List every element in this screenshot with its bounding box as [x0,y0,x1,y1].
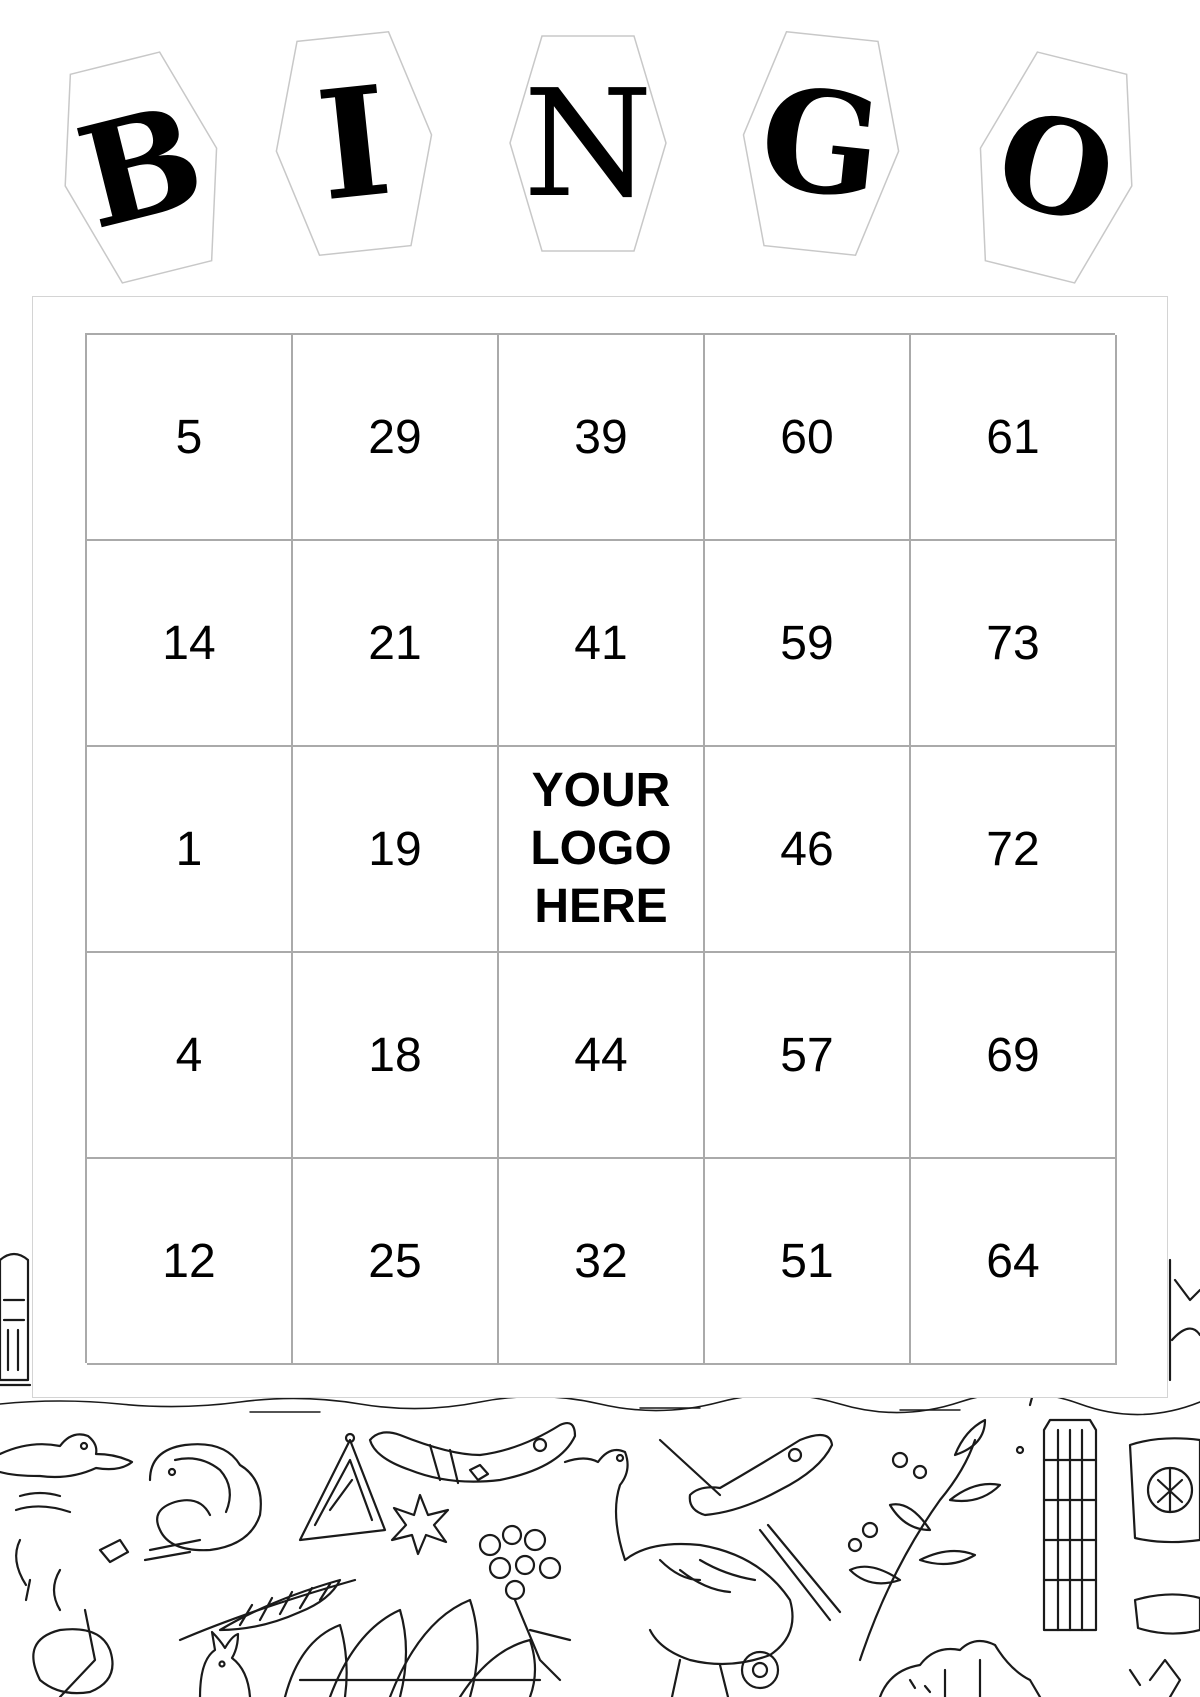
bingo-cell[interactable]: 72 [911,747,1117,953]
bingo-letter-n [510,36,666,251]
bingo-cell[interactable]: 73 [911,541,1117,747]
logo-line-2: LOGO [530,822,672,875]
letter-b: B [63,73,219,262]
bingo-cell[interactable]: 19 [293,747,499,953]
stamp-icon [1130,1438,1200,1633]
bingo-cell[interactable]: 5 [87,335,293,541]
free-space-logo[interactable] [499,747,705,953]
skyline-right-icon [1170,1240,1200,1380]
bingo-cell[interactable]: 29 [293,335,499,541]
opera-house-icon [285,1600,540,1697]
bingo-cell[interactable]: 14 [87,541,293,747]
bingo-cell[interactable]: 39 [499,335,705,541]
eucalyptus-icon [849,1420,1000,1660]
gum-nuts-icon [480,1526,570,1680]
snake-icon [145,1444,261,1560]
star-icon [392,1495,448,1554]
bingo-cell[interactable]: 4 [87,953,293,1159]
letter-n: N [523,57,653,230]
flower-icon [742,1652,1180,1697]
bingo-cell[interactable]: 18 [293,953,499,1159]
skyline-left-icon [0,1254,30,1385]
bingo-cell[interactable]: 60 [705,335,911,541]
bingo-letter-b [39,44,242,290]
bingo-grid [85,333,1115,1363]
letter-g: G [752,55,890,232]
bingo-cell[interactable]: 41 [499,541,705,747]
logo-line-3: HERE [534,880,668,933]
bingo-cell[interactable]: 25 [293,1159,499,1365]
lantern-icon [1017,1360,1096,1630]
bingo-letter-g [732,28,910,258]
bingo-header [0,0,1200,300]
letter-o: O [982,79,1130,255]
logo-line-1: YOUR [531,764,671,817]
bingo-cell[interactable]: 51 [705,1159,911,1365]
bingo-letter-o [954,44,1157,290]
boomerang-icon [660,1435,840,1620]
bingo-cell[interactable]: 1 [87,747,293,953]
australia-map-icon [880,1641,1040,1697]
bingo-cell[interactable]: 69 [911,953,1117,1159]
bingo-cell[interactable]: 61 [911,335,1117,541]
bingo-letter-i [265,28,443,258]
bingo-cell[interactable]: 46 [705,747,911,953]
bingo-cell[interactable]: 44 [499,953,705,1159]
bingo-cell[interactable]: 59 [705,541,911,747]
emu-icon [565,1450,793,1697]
bingo-cell[interactable]: 64 [911,1159,1117,1365]
banksia-icon [16,1540,355,1640]
letter-i: I [309,52,399,235]
knot-icon [33,1610,112,1697]
bingo-cell[interactable]: 12 [87,1159,293,1365]
didgeridoo-icon [300,1434,385,1540]
platypus-icon [0,1434,132,1512]
bingo-cell[interactable]: 21 [293,541,499,747]
bingo-cell[interactable]: 57 [705,953,911,1159]
kangaroo-icon [200,1632,250,1697]
bingo-cell[interactable]: 32 [499,1159,705,1365]
boomerang-icon [370,1423,575,1483]
